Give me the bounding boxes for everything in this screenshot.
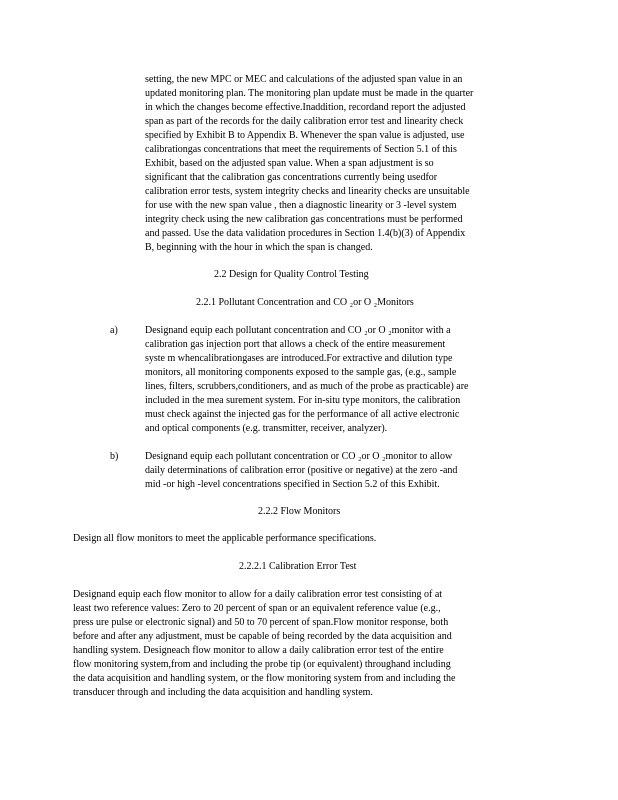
text-line: B, beginning with the hour in which the span is changed. [145, 242, 373, 253]
text-line: integrity check using the new calibration gas concentrations must be performed [145, 214, 463, 225]
text-line: monitors, all monitoring components exposed to the sample gas, (e.g., sample [145, 367, 457, 378]
list-item-label-a: a) [110, 325, 118, 336]
text-line: syste m whencalibrationgases are introduced.For extractive and dilution type [145, 353, 453, 364]
text-line: span as part of the records for the daily calibration error test and linearity check [145, 116, 464, 127]
text-line: setting, the new MPC or MEC and calculations of the adjusted span value in an [145, 74, 463, 85]
list-item-label-b: b) [110, 451, 119, 462]
text-line: in which the changes become effective.Inaddition, recordand report the adjusted [145, 102, 466, 113]
text-line: press ure pulse or electronic signal) and 50 to 70 percent of span.Flow monitor response, both [73, 617, 449, 628]
text-line: mid -or high -level concentrations specified in Section 5.2 of this Exhibit. [145, 479, 440, 490]
section-heading-2-2-2: 2.2.2 Flow Monitors [258, 506, 341, 517]
text-line: flow monitoring system,from and including the probe tip (or equivalent) throughand including [73, 659, 451, 670]
flow-design-sentence: Design all flow monitors to meet the applicable performance specifications. [73, 533, 377, 544]
text-line: specified by Exhibit B to Appendix B. Whenever the span value is adjusted, use [145, 130, 465, 141]
text-line: significant that the calibration gas concentrations currently being usedfor [145, 172, 438, 183]
text-line: least two reference values: Zero to 20 percent of span or an equivalent reference value (e.g., [73, 603, 441, 614]
section-heading-2-2: 2.2 Design for Quality Control Testing [214, 269, 369, 280]
text-line: daily determinations of calibration error (positive or negative) at the zero -and [145, 465, 458, 476]
text-line: included in the mea surement system. For in-situ type monitors, the calibration [145, 395, 461, 406]
text-line: lines, filters, scrubbers,conditioners, and as much of the probe as practicable) are [145, 381, 469, 392]
text-line: Designand equip each pollutant concentration and CO ₂or O ₂monitor with a [145, 325, 451, 336]
text-line: calibration error tests, system integrity checks and linearity checks are unsuitable [145, 186, 470, 197]
text-line: the data acquisition and handling system, or the flow monitoring system from and including the [73, 673, 456, 684]
text-line: updated monitoring plan. The monitoring plan update must be made in the quarter [145, 88, 474, 99]
text-line: before and after any adjustment, must be capable of being recorded by the data acquisition and [73, 631, 452, 642]
text-line: handling system. Designeach flow monitor to allow a daily calibration error test of the entire [73, 645, 444, 656]
text-line: and optical components (e.g. transmitter, receiver, analyzer). [145, 423, 388, 434]
text-line: Designand equip each pollutant concentration or CO ₂or O ₂monitor to allow [145, 451, 453, 462]
text-line: calibration gas injection port that allows a check of the entire measurement [145, 339, 446, 350]
text-line: transducer through and including the data acquisition and handling system. [73, 687, 373, 698]
text-line: and passed. Use the data validation procedures in Section 1.4(b)(3) of Appendix [145, 228, 466, 239]
section-heading-2-2-2-1: 2.2.2.1 Calibration Error Test [239, 561, 357, 572]
text-line: calibrationgas concentrations that meet the requirements of Section 5.1 of this [145, 144, 457, 155]
text-line: must check against the injected gas for the performance of all active electronic [145, 409, 460, 420]
text-line: for use with the new span value , then a diagnostic linearity or 3 -level system [145, 200, 457, 211]
section-heading-2-2-1: 2.2.1 Pollutant Concentration and CO ₂or O ₂Monitors [196, 297, 414, 308]
text-line: Exhibit, based on the adjusted span value. When a span adjustment is so [145, 158, 434, 169]
text-line: Designand equip each flow monitor to allow for a daily calibration error test consisting of at [73, 589, 443, 600]
